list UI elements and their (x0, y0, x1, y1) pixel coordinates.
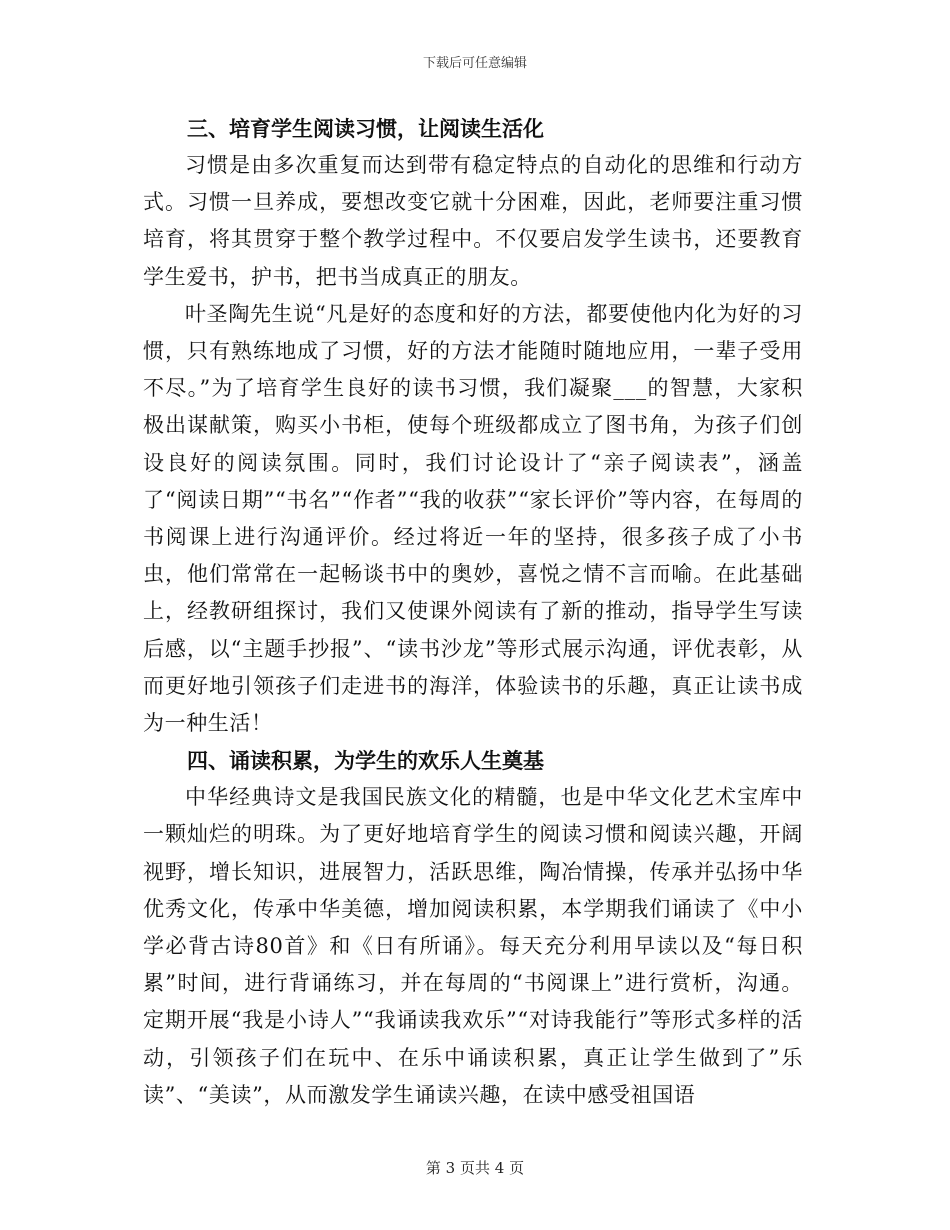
paragraph-habit-definition: 习惯是由多次重复而达到带有稳定特点的自动化的思维和行动方式。习惯一旦养成，要想改变它就十分困难，因此，老师要注重习惯培育，将其贯穿于整个教学过程中。不仅要启发学生读书，还要教育学生爱书，护书，把书当成真正的朋友。 (143, 153, 803, 289)
section-heading-4: 四、诵读积累，为学生的欢乐人生奠基 (187, 748, 544, 774)
section-heading-3: 三、培育学生阅读习惯，让阅读生活化 (187, 116, 544, 141)
paragraph-classic-poetry: 中华经典诗文是我国民族文化的精髓，也是中华文化艺术宝库中一颗灿烂的明珠。为了更好地培育学生的阅读习惯和阅读兴趣，开阔视野，增长知识，进展智力，活跃思维，陶冶情操，传承并弘扬中华优秀文化，传承中华美德，增加阅读积累，本学期我们诵读了《中小学必背古诗80首》和《日有所诵》。每天充分利用早读以及“每日积累”时间，进行背诵练习，并在每周的“书阅课上”进行赏析，沟通。定期开展“我是小诗人”“我诵读我欢乐”“对诗我能行”等形式多样的活动，引领孩子们在玩中、在乐中诵读积累，真正让学生做到了”乐读”、“美读”，从而激发学生诵读兴趣，在读中感受祖国语 (143, 785, 803, 1107)
page-header: 下载后可任意编辑 (422, 56, 527, 71)
page-footer: 第 3 页共 4 页 (425, 1159, 525, 1177)
paragraph-ye-shengtao: 叶圣陶先生说“凡是好的态度和好的方法，都要使他内化为好的习惯，只有熟练地成了习惯，好的方法才能随时随地应用，一辈子受用不尽。”为了培育学生良好的读书习惯，我们凝聚___的智慧，大家积极出谋献策，购买小书柜，使每个班级都成立了图书角，为孩子们创设良好的阅读氛围。同时，我们讨论设计了“亲子阅读表”，涵盖了“阅读日期”“书名”“作者”“我的收获”“家长评价”等内容，在每周的书阅课上进行沟通评价。经过将近一年的坚持，很多孩子成了小书虫，他们常常在一起畅谈书中的奥妙，喜悦之情不言而喻。在此基础上，经教研组探讨，我们又使课外阅读有了新的推动，指导学生写读后感，以“主题手抄报”、“读书沙龙”等形式展示沟通，评优表彰，从而更好地引领孩子们走进书的海洋，体验读书的乐趣，真正让读书成为一种生活！ (143, 301, 803, 736)
document-body (143, 110, 803, 1114)
